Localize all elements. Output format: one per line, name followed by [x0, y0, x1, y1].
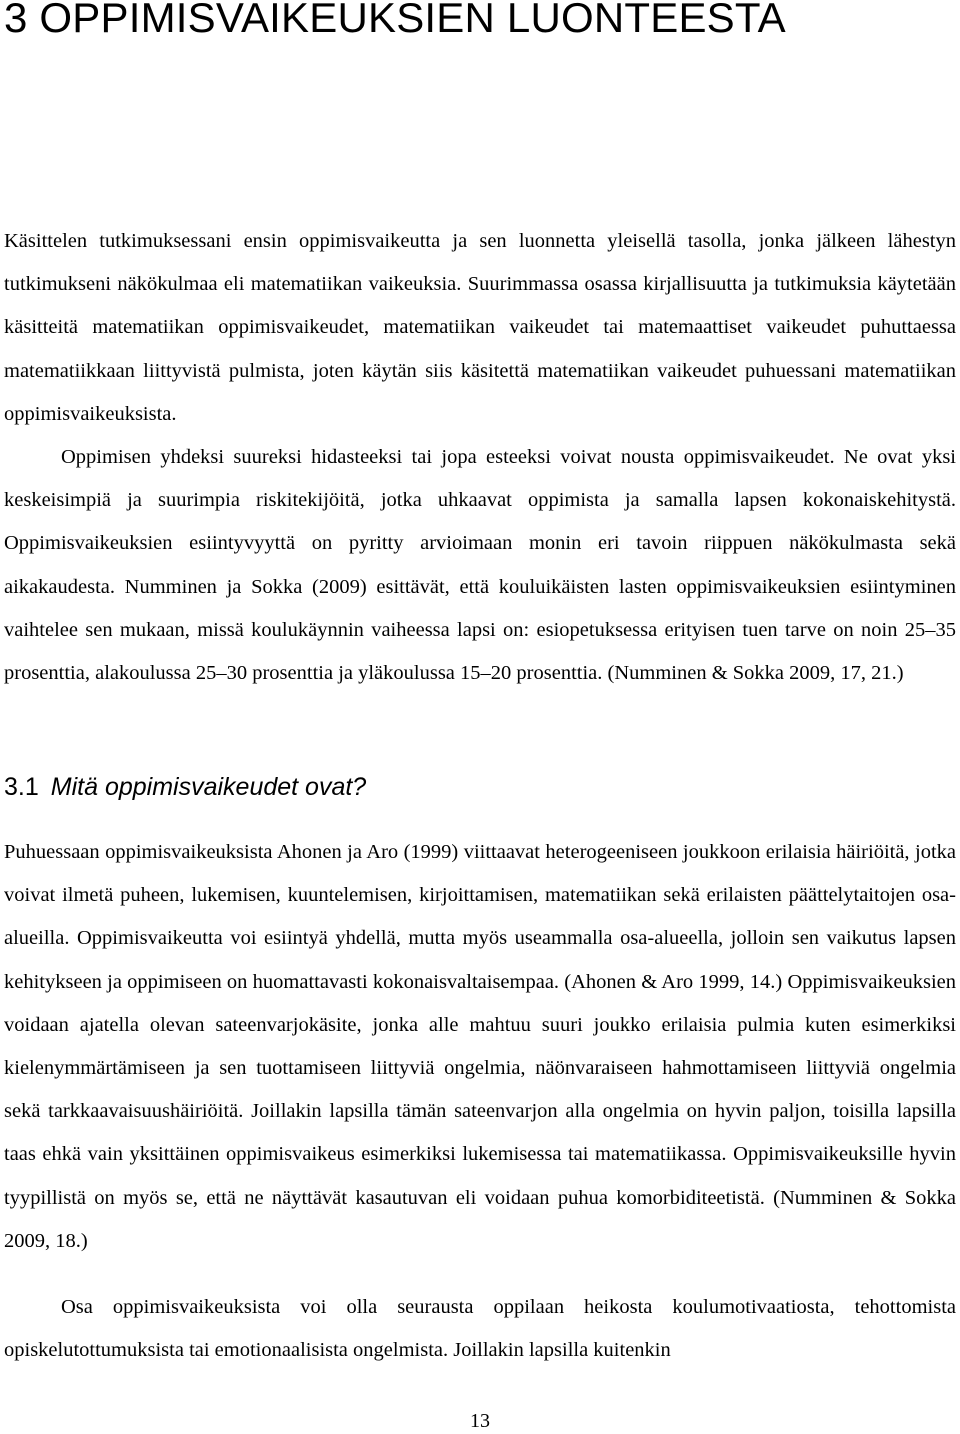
chapter-title: 3 OPPIMISVAIKEUKSIEN LUONTEESTA	[4, 0, 786, 41]
page-number: 13	[470, 1410, 490, 1432]
section-heading	[4, 765, 366, 809]
section-number: 3.1	[4, 773, 39, 801]
section-paragraph-1: Puhuessaan oppimisvaikeuksista Ahonen ja Aro (1999) viittaavat heterogeeniseen joukkoon erilaisia häiriöitä, jotka voivat ilmetä puheen, lukemisen, kuuntelemisen, kirjoittamisen, matematiikan sekä erilaisten päättelytaitojen osa-alueilla. Oppimisvaikeutta voi esiintyä yhdellä, mutta myös useammalla osa-alueella, jolloin sen vaikutus lapsen kehitykseen ja oppimiseen on huomattavasti kokonaisvaltaisempaa. (Ahonen & Aro 1999, 14.) Oppimisvaikeuksien voidaan ajatella olevan sateenvarjokäsite, jonka alle mahtuu suuri joukko erilaisia pulmia kuten esimerkiksi kielenymmärtämiseen ja sen tuottamiseen liittyviä ongelmia, näönvaraiseen hahmottamiseen liittyviä ongelmia sekä tarkkaavaisuushäiriöitä. Joillakin lapsilla tämän sateenvarjon alla ongelmia on hyvin paljon, toisilla lapsilla taas ehkä vain yksittäinen oppimisvaikeus esimerkiksi lukemisessa tai matematiikassa. Oppimisvaikeuksille hyvin tyypillistä on myös se, että ne näyttävät kasautuvan eli voidaan puhua komorbiditeetistä. (Numminen & Sokka 2009, 18.)	[4, 841, 956, 1252]
section-title: Mitä oppimisvaikeudet ovat?	[50, 773, 367, 801]
intro-paragraph-2: Oppimisen yhdeksi suureksi hidasteeksi tai jopa esteeksi voivat nousta oppimisvaikeudet. Ne ovat yksi keskeisimpiä ja suurimpia riskitekijöitä, jotka uhkaavat oppimista ja samalla lapsen kokonaiskehitystä. Oppimisvaikeuksien esiintyvyyttä on pyritty arvioimaan monin eri tavoin riippuen näkökulmasta sekä aikakaudesta. Numminen ja Sokka (2009) esittävät, että kouluikäisten lasten oppimisvaikeuksien esiintyminen vaihtelee sen mukaan, missä koulukäynnin vaiheessa lapsi on: esiopetuksessa erityisen tuen tarve on noin 25–35 prosenttia, alakoulussa 25–30 prosenttia ja yläkoulussa 15–20 prosenttia. (Numminen & Sokka 2009, 17, 21.)	[4, 446, 956, 685]
section-paragraph-2: Osa oppimisvaikeuksista voi olla seurausta oppilaan heikosta koulumotivaatiosta, tehottomista opiskelutottumuksista tai emotionaalisista ongelmista. Joillakin lapsilla kuitenkin	[4, 1296, 956, 1362]
intro-paragraph-1: Käsittelen tutkimuksessani ensin oppimisvaikeutta ja sen luonnetta yleisellä tasolla, jonka jälkeen lähestyn tutkimukseni näkökulmaa eli matematiikan vaikeuksia. Suurimmassa osassa kirjallisuutta ja tutkimuksia käytetään käsitteitä matematiikan oppimisvaikeudet, matematiikan vaikeudet tai matemaattiset vaikeudet puhuttaessa matematiikkaan liittyvistä pulmista, joten käytän siis käsitettä matematiikan vaikeudet puhuessani matematiikan oppimisvaikeuksista.	[4, 230, 956, 425]
